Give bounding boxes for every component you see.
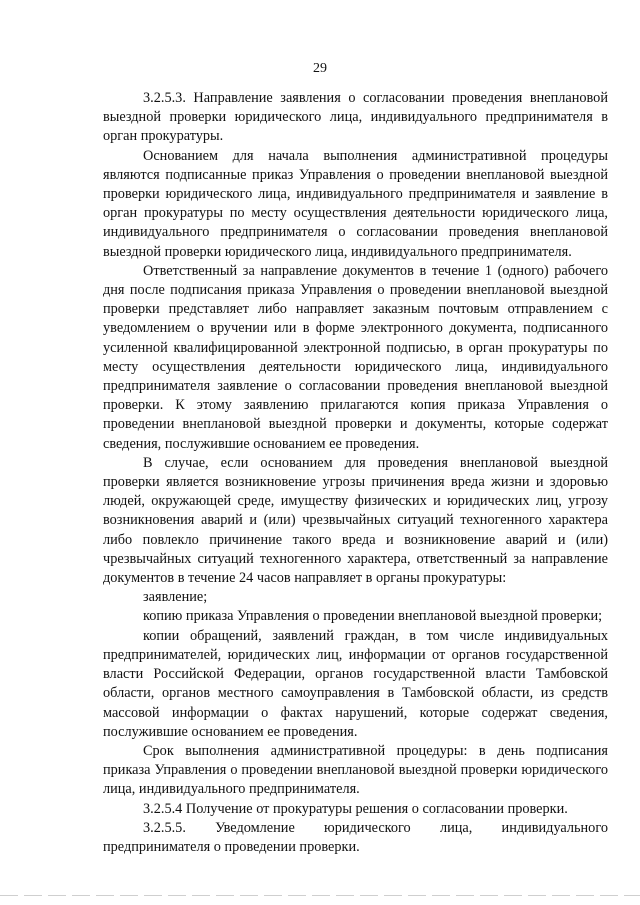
- paragraph-responsible: Ответственный за направление документов в течение 1 (одного) рабочего дня после подписания приказа Управления о проведении внеплановой выездной проверки представляет либо направляет заказным почтовым отправлением с уведомлением о вручении или в форме электронного документа, подписанного усиленной квалифицированной электронной подписью, в орган прокуратуры по месту осуществления деятельности юридического лица, индивидуального предпринимателя заявление о согласовании проведения внеплановой выездной проверки. К этому заявлению прилагаются копия приказа Управления о проведении внеплановой выездной проверки и документы, которые содержат сведения, послужившие основанием ее проведения.: [103, 262, 608, 452]
- list-item-application: заявление;: [143, 589, 208, 606]
- paragraph-3-2-5-5: 3.2.5.5. Уведомление юридического лица, индивидуального предпринимателя о проведении проверки.: [103, 819, 608, 855]
- page-number: 29: [313, 61, 327, 76]
- list-item-order-copy: копию приказа Управления о проведении внеплановой выездной проверки;: [143, 608, 603, 625]
- scan-edge-divider: [0, 895, 640, 896]
- list-item-appeals-copies: копии обращений, заявлений граждан, в том числе индивидуальных предпринимателей, юридических лиц, информации от органов государственной власти Российской Федерации, органов государственной власти Тамбовской области, органов местного самоуправления в Тамбовской области, из средств массовой информации о фактах нарушений, которые содержат сведения, послужившие основанием ее проведения.: [103, 627, 608, 740]
- paragraph-emergency-case: В случае, если основанием для проведения внеплановой выездной проверки является возникновение угрозы причинения вреда жизни и здоровью людей, окружающей среде, имуществу физических и юридических лиц, угрозу возникновения аварий и (или) чрезвычайных ситуаций техногенного характера либо повлекло причинение такого вреда и возникновение аварий и (или) чрезвычайных ситуаций техногенного характера, ответственный за направление документов в течение 24 часов направляет в органы прокуратуры:: [103, 454, 608, 587]
- paragraph-basis: Основанием для начала выполнения административной процедуры являются подписанные приказ Управления о проведении внеплановой выездной проверки юридического лица, индивидуального предпринимателя и заявление в орган прокуратуры по месту осуществления деятельности юридического лица, индивидуального предпринимателя о согласовании проведения внеплановой выездной проверки юридического лица, индивидуального предпринимателя.: [103, 147, 608, 260]
- document-body: [103, 89, 608, 857]
- paragraph-deadline: Срок выполнения административной процедуры: в день подписания приказа Управления о проведении внеплановой выездной проверки юридического лица, индивидуального предпринимателя.: [103, 742, 608, 798]
- paragraph-3-2-5-4: 3.2.5.4 Получение от прокуратуры решения о согласовании проверки.: [143, 800, 568, 817]
- paragraph-3-2-5-3-heading: 3.2.5.3. Направление заявления о согласовании проведения внеплановой выездной проверки юридического лица, индивидуального предпринимателя в орган прокуратуры.: [103, 90, 608, 145]
